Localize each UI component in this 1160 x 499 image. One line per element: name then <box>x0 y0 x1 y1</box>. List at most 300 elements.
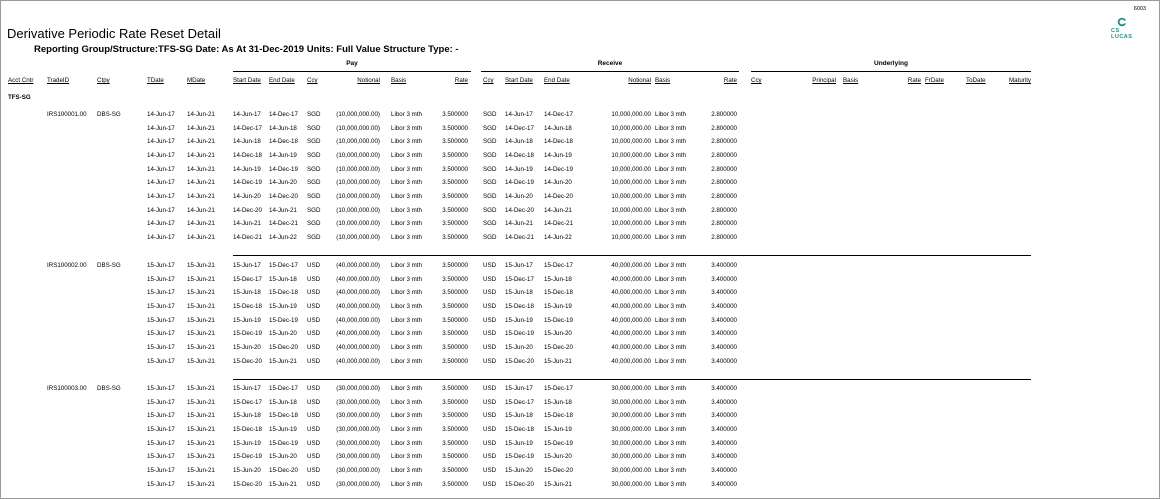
pay-start-date: 15-Dec-20 <box>233 481 262 488</box>
receive-basis: Libor 3 mth <box>655 138 686 145</box>
trade-date: 14-Jun-17 <box>147 179 175 186</box>
receive-notional: 40,000,000.00 <box>611 344 651 351</box>
receive-rate: 3.400000 <box>711 262 737 269</box>
trade-date: 15-Jun-17 <box>147 385 175 392</box>
pay-rate: 3.500000 <box>442 276 468 283</box>
receive-end-date: 14-Dec-20 <box>544 193 573 200</box>
trade-date: 15-Jun-17 <box>147 303 175 310</box>
receive-start-date: 15-Jun-20 <box>505 467 533 474</box>
receive-notional: 40,000,000.00 <box>611 303 651 310</box>
maturity-date: 15-Jun-21 <box>187 262 215 269</box>
pay-basis: Libor 3 mth <box>391 138 422 145</box>
receive-start-date: 15-Dec-20 <box>505 358 534 365</box>
trade-date: 15-Jun-17 <box>147 481 175 488</box>
receive-end-date: 15-Dec-18 <box>544 412 573 419</box>
receive-ccy: USD <box>483 262 497 269</box>
pay-rate: 3.500000 <box>442 138 468 145</box>
receive-end-date: 14-Jun-19 <box>544 152 572 159</box>
pay-ccy: USD <box>307 426 321 433</box>
pay-end-date: 14-Jun-22 <box>269 234 297 241</box>
receive-rate: 3.400000 <box>711 481 737 488</box>
receive-notional: 40,000,000.00 <box>611 330 651 337</box>
pay-basis: Libor 3 mth <box>391 125 422 132</box>
receive-start-date: 14-Jun-17 <box>505 111 533 118</box>
receive-ccy: SGD <box>483 179 497 186</box>
pay-start-date: 14-Dec-17 <box>233 125 262 132</box>
col-header-acct-cntr[interactable]: Acct Cntr <box>8 77 34 84</box>
receive-notional: 10,000,000.00 <box>611 234 651 241</box>
receive-rate: 2.800000 <box>711 220 737 227</box>
receive-rate: 2.800000 <box>711 166 737 173</box>
receive-rate: 2.800000 <box>711 138 737 145</box>
trade-date: 14-Jun-17 <box>147 111 175 118</box>
pay-ccy: SGD <box>307 179 321 186</box>
trade-date: 15-Jun-17 <box>147 426 175 433</box>
pay-notional: (10,000,000.00) <box>336 152 380 159</box>
receive-basis: Libor 3 mth <box>655 467 686 474</box>
pay-ccy: USD <box>307 317 321 324</box>
receive-ccy: USD <box>483 426 497 433</box>
receive-ccy: USD <box>483 344 497 351</box>
receive-rate: 3.400000 <box>711 317 737 324</box>
pay-start-date: 14-Dec-18 <box>233 152 262 159</box>
pay-notional: (10,000,000.00) <box>336 125 380 132</box>
pay-rate: 3.500000 <box>442 152 468 159</box>
pay-ccy: SGD <box>307 125 321 132</box>
pay-ccy: USD <box>307 399 321 406</box>
receive-notional: 30,000,000.00 <box>611 481 651 488</box>
pay-end-date: 15-Dec-20 <box>269 344 298 351</box>
pay-rate: 3.500000 <box>442 193 468 200</box>
pay-rate: 3.500000 <box>442 207 468 214</box>
receive-end-date: 15-Dec-19 <box>544 440 573 447</box>
receive-ccy: USD <box>483 358 497 365</box>
group-divider-receive <box>481 71 739 72</box>
receive-notional: 30,000,000.00 <box>611 399 651 406</box>
receive-start-date: 15-Dec-18 <box>505 426 534 433</box>
receive-rate: 2.800000 <box>711 111 737 118</box>
maturity-date: 14-Jun-21 <box>187 207 215 214</box>
col-header-rec-rate[interactable]: Rate <box>723 77 737 84</box>
pay-basis: Libor 3 mth <box>391 234 422 241</box>
col-header-pay-start-date[interactable]: Start Date <box>233 77 261 84</box>
maturity-date: 15-Jun-21 <box>187 358 215 365</box>
pay-ccy: SGD <box>307 234 321 241</box>
maturity-date: 15-Jun-21 <box>187 426 215 433</box>
pay-basis: Libor 3 mth <box>391 426 422 433</box>
pay-end-date: 15-Dec-20 <box>269 467 298 474</box>
pay-end-date: 14-Dec-19 <box>269 166 298 173</box>
pay-end-date: 15-Jun-20 <box>269 453 297 460</box>
receive-notional: 10,000,000.00 <box>611 152 651 159</box>
receive-ccy: SGD <box>483 111 497 118</box>
maturity-date: 14-Jun-21 <box>187 179 215 186</box>
pay-start-date: 14-Dec-21 <box>233 234 262 241</box>
pay-start-date: 14-Jun-18 <box>233 138 261 145</box>
col-header-und-maturity[interactable]: Maturity <box>1009 77 1032 84</box>
receive-basis: Libor 3 mth <box>655 111 686 118</box>
receive-end-date: 14-Jun-21 <box>544 207 572 214</box>
col-header-rec-start-date[interactable]: Start Date <box>505 77 533 84</box>
pay-rate: 3.500000 <box>442 426 468 433</box>
trade-date: 14-Jun-17 <box>147 166 175 173</box>
trade-date: 15-Jun-17 <box>147 358 175 365</box>
receive-end-date: 15-Dec-19 <box>544 317 573 324</box>
receive-rate: 3.400000 <box>711 330 737 337</box>
pay-ccy: USD <box>307 289 321 296</box>
pay-notional: (40,000,000.00) <box>336 276 380 283</box>
pay-ccy: SGD <box>307 152 321 159</box>
pay-basis: Libor 3 mth <box>391 289 422 296</box>
receive-notional: 10,000,000.00 <box>611 125 651 132</box>
maturity-date: 15-Jun-21 <box>187 344 215 351</box>
receive-basis: Libor 3 mth <box>655 262 686 269</box>
pay-basis: Libor 3 mth <box>391 440 422 447</box>
receive-end-date: 14-Jun-20 <box>544 179 572 186</box>
maturity-date: 15-Jun-21 <box>187 276 215 283</box>
receive-basis: Libor 3 mth <box>655 234 686 241</box>
receive-rate: 3.400000 <box>711 412 737 419</box>
receive-notional: 10,000,000.00 <box>611 111 651 118</box>
group-divider-pay <box>233 71 471 72</box>
col-header-rec-notional[interactable]: Notional <box>628 77 651 84</box>
maturity-date: 15-Jun-21 <box>187 303 215 310</box>
trade-separator-line <box>233 379 1031 380</box>
col-header-und-ccy[interactable]: Ccy <box>751 77 762 84</box>
receive-rate: 3.400000 <box>711 344 737 351</box>
pay-notional: (10,000,000.00) <box>336 220 380 227</box>
receive-notional: 10,000,000.00 <box>611 193 651 200</box>
receive-notional: 40,000,000.00 <box>611 358 651 365</box>
receive-basis: Libor 3 mth <box>655 193 686 200</box>
pay-basis: Libor 3 mth <box>391 467 422 474</box>
trade-date: 14-Jun-17 <box>147 125 175 132</box>
pay-end-date: 15-Jun-21 <box>269 358 297 365</box>
trade-date: 14-Jun-17 <box>147 193 175 200</box>
col-header-pay-rate[interactable]: Rate <box>454 77 468 84</box>
pay-end-date: 15-Dec-17 <box>269 262 298 269</box>
receive-ccy: SGD <box>483 207 497 214</box>
trade-date: 15-Jun-17 <box>147 440 175 447</box>
maturity-date: 15-Jun-21 <box>187 317 215 324</box>
receive-rate: 2.800000 <box>711 234 737 241</box>
receive-rate: 3.400000 <box>711 358 737 365</box>
trade-date: 15-Jun-17 <box>147 262 175 269</box>
pay-notional: (30,000,000.00) <box>336 467 380 474</box>
pay-ccy: USD <box>307 440 321 447</box>
pay-end-date: 15-Dec-19 <box>269 317 298 324</box>
pay-basis: Libor 3 mth <box>391 152 422 159</box>
pay-basis: Libor 3 mth <box>391 220 422 227</box>
pay-notional: (10,000,000.00) <box>336 179 380 186</box>
maturity-date: 15-Jun-21 <box>187 467 215 474</box>
col-header-und-basis[interactable]: Basis <box>843 77 859 84</box>
receive-start-date: 14-Jun-18 <box>505 138 533 145</box>
receive-rate: 3.400000 <box>711 303 737 310</box>
col-header-pay-ccy[interactable]: Ccy <box>307 77 318 84</box>
receive-rate: 2.800000 <box>711 207 737 214</box>
col-header-und-frdate[interactable]: FrDate <box>925 77 944 84</box>
receive-rate: 3.400000 <box>711 399 737 406</box>
pay-notional: (30,000,000.00) <box>336 426 380 433</box>
receive-start-date: 15-Jun-17 <box>505 262 533 269</box>
pay-ccy: USD <box>307 303 321 310</box>
receive-notional: 30,000,000.00 <box>611 467 651 474</box>
receive-basis: Libor 3 mth <box>655 330 686 337</box>
maturity-date: 14-Jun-21 <box>187 234 215 241</box>
pay-ccy: SGD <box>307 166 321 173</box>
receive-basis: Libor 3 mth <box>655 276 686 283</box>
pay-basis: Libor 3 mth <box>391 317 422 324</box>
receive-start-date: 15-Jun-18 <box>505 412 533 419</box>
trade-date: 14-Jun-17 <box>147 220 175 227</box>
receive-notional: 30,000,000.00 <box>611 385 651 392</box>
col-header-und-principal[interactable]: Principal <box>812 77 836 84</box>
receive-ccy: USD <box>483 317 497 324</box>
receive-basis: Libor 3 mth <box>655 166 686 173</box>
receive-ccy: SGD <box>483 234 497 241</box>
receive-rate: 3.400000 <box>711 467 737 474</box>
pay-end-date: 14-Jun-20 <box>269 179 297 186</box>
pay-start-date: 15-Jun-17 <box>233 385 261 392</box>
pay-ccy: USD <box>307 385 321 392</box>
pay-rate: 3.500000 <box>442 262 468 269</box>
col-header-rec-end-date[interactable]: End Date <box>544 77 570 84</box>
pay-start-date: 14-Dec-20 <box>233 207 262 214</box>
pay-notional: (10,000,000.00) <box>336 138 380 145</box>
receive-rate: 2.800000 <box>711 179 737 186</box>
receive-notional: 40,000,000.00 <box>611 317 651 324</box>
pay-notional: (10,000,000.00) <box>336 111 380 118</box>
pay-notional: (40,000,000.00) <box>336 330 380 337</box>
col-header-und-todate[interactable]: ToDate <box>966 77 986 84</box>
pay-ccy: SGD <box>307 220 321 227</box>
pay-basis: Libor 3 mth <box>391 344 422 351</box>
col-header-pay-basis[interactable]: Basis <box>391 77 407 84</box>
pay-rate: 3.500000 <box>442 453 468 460</box>
pay-end-date: 15-Jun-19 <box>269 426 297 433</box>
company-logo <box>1111 17 1137 43</box>
col-header-ctpy[interactable]: Ctpy <box>97 77 110 84</box>
group-divider-underlying <box>751 71 1031 72</box>
page-code: 6003 <box>1133 6 1146 12</box>
pay-ccy: SGD <box>307 193 321 200</box>
receive-rate: 3.400000 <box>711 289 737 296</box>
receive-start-date: 15-Jun-19 <box>505 440 533 447</box>
pay-notional: (10,000,000.00) <box>336 207 380 214</box>
receive-end-date: 14-Dec-19 <box>544 166 573 173</box>
receive-basis: Libor 3 mth <box>655 481 686 488</box>
trade-id: IRS100001.00 <box>47 111 87 118</box>
receive-start-date: 14-Dec-20 <box>505 207 534 214</box>
pay-rate: 3.500000 <box>442 481 468 488</box>
pay-start-date: 15-Dec-20 <box>233 358 262 365</box>
receive-start-date: 15-Dec-19 <box>505 330 534 337</box>
maturity-date: 15-Jun-21 <box>187 330 215 337</box>
pay-rate: 3.500000 <box>442 399 468 406</box>
trade-id: IRS100003.00 <box>47 385 87 392</box>
pay-start-date: 15-Dec-19 <box>233 453 262 460</box>
pay-ccy: USD <box>307 262 321 269</box>
trade-date: 14-Jun-17 <box>147 207 175 214</box>
pay-notional: (30,000,000.00) <box>336 453 380 460</box>
pay-ccy: USD <box>307 358 321 365</box>
receive-basis: Libor 3 mth <box>655 358 686 365</box>
pay-end-date: 15-Dec-18 <box>269 412 298 419</box>
pay-notional: (30,000,000.00) <box>336 440 380 447</box>
counterparty: DBS-SG <box>97 385 121 392</box>
pay-ccy: SGD <box>307 111 321 118</box>
receive-start-date: 14-Dec-21 <box>505 234 534 241</box>
pay-basis: Libor 3 mth <box>391 179 422 186</box>
maturity-date: 15-Jun-21 <box>187 385 215 392</box>
receive-ccy: USD <box>483 399 497 406</box>
maturity-date: 15-Jun-21 <box>187 453 215 460</box>
col-header-trade-id[interactable]: TradeID <box>47 77 70 84</box>
receive-basis: Libor 3 mth <box>655 399 686 406</box>
report-title: Derivative Periodic Rate Reset Detail <box>7 26 221 41</box>
receive-start-date: 14-Jun-21 <box>505 220 533 227</box>
pay-basis: Libor 3 mth <box>391 330 422 337</box>
pay-notional: (30,000,000.00) <box>336 399 380 406</box>
receive-end-date: 15-Dec-20 <box>544 467 573 474</box>
pay-start-date: 15-Jun-18 <box>233 412 261 419</box>
pay-ccy: USD <box>307 453 321 460</box>
receive-ccy: USD <box>483 276 497 283</box>
pay-start-date: 14-Jun-17 <box>233 111 261 118</box>
receive-basis: Libor 3 mth <box>655 412 686 419</box>
pay-notional: (10,000,000.00) <box>336 234 380 241</box>
receive-end-date: 14-Jun-18 <box>544 125 572 132</box>
receive-basis: Libor 3 mth <box>655 179 686 186</box>
receive-end-date: 15-Jun-18 <box>544 399 572 406</box>
pay-rate: 3.500000 <box>442 412 468 419</box>
col-header-tdate[interactable]: TDate <box>147 77 164 84</box>
trade-date: 15-Jun-17 <box>147 276 175 283</box>
group-header-receive: Receive <box>597 60 623 67</box>
receive-end-date: 15-Dec-20 <box>544 344 573 351</box>
pay-ccy: USD <box>307 330 321 337</box>
maturity-date: 14-Jun-21 <box>187 111 215 118</box>
pay-start-date: 15-Jun-20 <box>233 467 261 474</box>
receive-start-date: 14-Jun-19 <box>505 166 533 173</box>
receive-start-date: 14-Dec-19 <box>505 179 534 186</box>
pay-rate: 3.500000 <box>442 166 468 173</box>
maturity-date: 15-Jun-21 <box>187 412 215 419</box>
receive-end-date: 15-Jun-19 <box>544 303 572 310</box>
pay-ccy: USD <box>307 467 321 474</box>
maturity-date: 14-Jun-21 <box>187 193 215 200</box>
pay-end-date: 15-Dec-17 <box>269 385 298 392</box>
receive-end-date: 15-Dec-18 <box>544 289 573 296</box>
receive-ccy: SGD <box>483 125 497 132</box>
pay-ccy: USD <box>307 481 321 488</box>
pay-rate: 3.500000 <box>442 289 468 296</box>
pay-end-date: 15-Jun-19 <box>269 303 297 310</box>
receive-notional: 40,000,000.00 <box>611 289 651 296</box>
pay-notional: (40,000,000.00) <box>336 344 380 351</box>
maturity-date: 15-Jun-21 <box>187 440 215 447</box>
pay-rate: 3.500000 <box>442 440 468 447</box>
pay-ccy: USD <box>307 276 321 283</box>
col-header-mdate[interactable]: MDate <box>187 77 206 84</box>
trade-separator-line <box>233 255 1031 256</box>
pay-notional: (30,000,000.00) <box>336 481 380 488</box>
trade-date: 14-Jun-17 <box>147 152 175 159</box>
pay-end-date: 14-Dec-18 <box>269 138 298 145</box>
receive-rate: 3.400000 <box>711 453 737 460</box>
pay-start-date: 15-Dec-18 <box>233 426 262 433</box>
receive-end-date: 15-Dec-17 <box>544 385 573 392</box>
pay-end-date: 15-Dec-18 <box>269 289 298 296</box>
receive-ccy: USD <box>483 440 497 447</box>
receive-rate: 2.800000 <box>711 193 737 200</box>
receive-end-date: 15-Jun-20 <box>544 330 572 337</box>
maturity-date: 14-Jun-21 <box>187 220 215 227</box>
receive-end-date: 15-Jun-21 <box>544 358 572 365</box>
pay-notional: (30,000,000.00) <box>336 385 380 392</box>
receive-basis: Libor 3 mth <box>655 453 686 460</box>
receive-end-date: 14-Dec-21 <box>544 220 573 227</box>
receive-end-date: 14-Dec-18 <box>544 138 573 145</box>
receive-rate: 2.800000 <box>711 152 737 159</box>
receive-start-date: 14-Dec-17 <box>505 125 534 132</box>
pay-notional: (40,000,000.00) <box>336 358 380 365</box>
trade-date: 14-Jun-17 <box>147 234 175 241</box>
receive-notional: 30,000,000.00 <box>611 412 651 419</box>
maturity-date: 14-Jun-21 <box>187 152 215 159</box>
maturity-date: 14-Jun-21 <box>187 138 215 145</box>
receive-notional: 10,000,000.00 <box>611 207 651 214</box>
col-header-pay-notional[interactable]: Notional <box>357 77 380 84</box>
pay-rate: 3.500000 <box>442 467 468 474</box>
receive-notional: 30,000,000.00 <box>611 453 651 460</box>
receive-start-date: 15-Dec-17 <box>505 276 534 283</box>
trade-date: 15-Jun-17 <box>147 289 175 296</box>
receive-start-date: 15-Jun-18 <box>505 289 533 296</box>
pay-rate: 3.500000 <box>442 385 468 392</box>
group-header-pay: Pay <box>346 60 358 67</box>
pay-notional: (40,000,000.00) <box>336 262 380 269</box>
col-header-und-rate[interactable]: Rate <box>907 77 921 84</box>
receive-rate: 2.800000 <box>711 125 737 132</box>
pay-rate: 3.500000 <box>442 330 468 337</box>
receive-ccy: USD <box>483 481 497 488</box>
col-header-pay-end-date[interactable]: End Date <box>269 77 295 84</box>
trade-date: 15-Jun-17 <box>147 317 175 324</box>
col-header-rec-basis[interactable]: Basis <box>655 77 671 84</box>
pay-notional: (10,000,000.00) <box>336 193 380 200</box>
col-header-rec-ccy[interactable]: Ccy <box>483 77 494 84</box>
pay-start-date: 15-Dec-19 <box>233 330 262 337</box>
receive-start-date: 15-Dec-18 <box>505 303 534 310</box>
pay-rate: 3.500000 <box>442 220 468 227</box>
pay-start-date: 15-Jun-17 <box>233 262 261 269</box>
pay-end-date: 14-Jun-18 <box>269 125 297 132</box>
pay-basis: Libor 3 mth <box>391 111 422 118</box>
receive-basis: Libor 3 mth <box>655 125 686 132</box>
pay-notional: (40,000,000.00) <box>336 289 380 296</box>
trade-date: 15-Jun-17 <box>147 412 175 419</box>
receive-end-date: 14-Jun-22 <box>544 234 572 241</box>
group-header-underlying: Underlying <box>874 60 908 67</box>
receive-rate: 3.400000 <box>711 385 737 392</box>
receive-ccy: SGD <box>483 138 497 145</box>
pay-ccy: SGD <box>307 207 321 214</box>
receive-start-date: 15-Jun-19 <box>505 317 533 324</box>
pay-basis: Libor 3 mth <box>391 262 422 269</box>
receive-start-date: 15-Dec-19 <box>505 453 534 460</box>
